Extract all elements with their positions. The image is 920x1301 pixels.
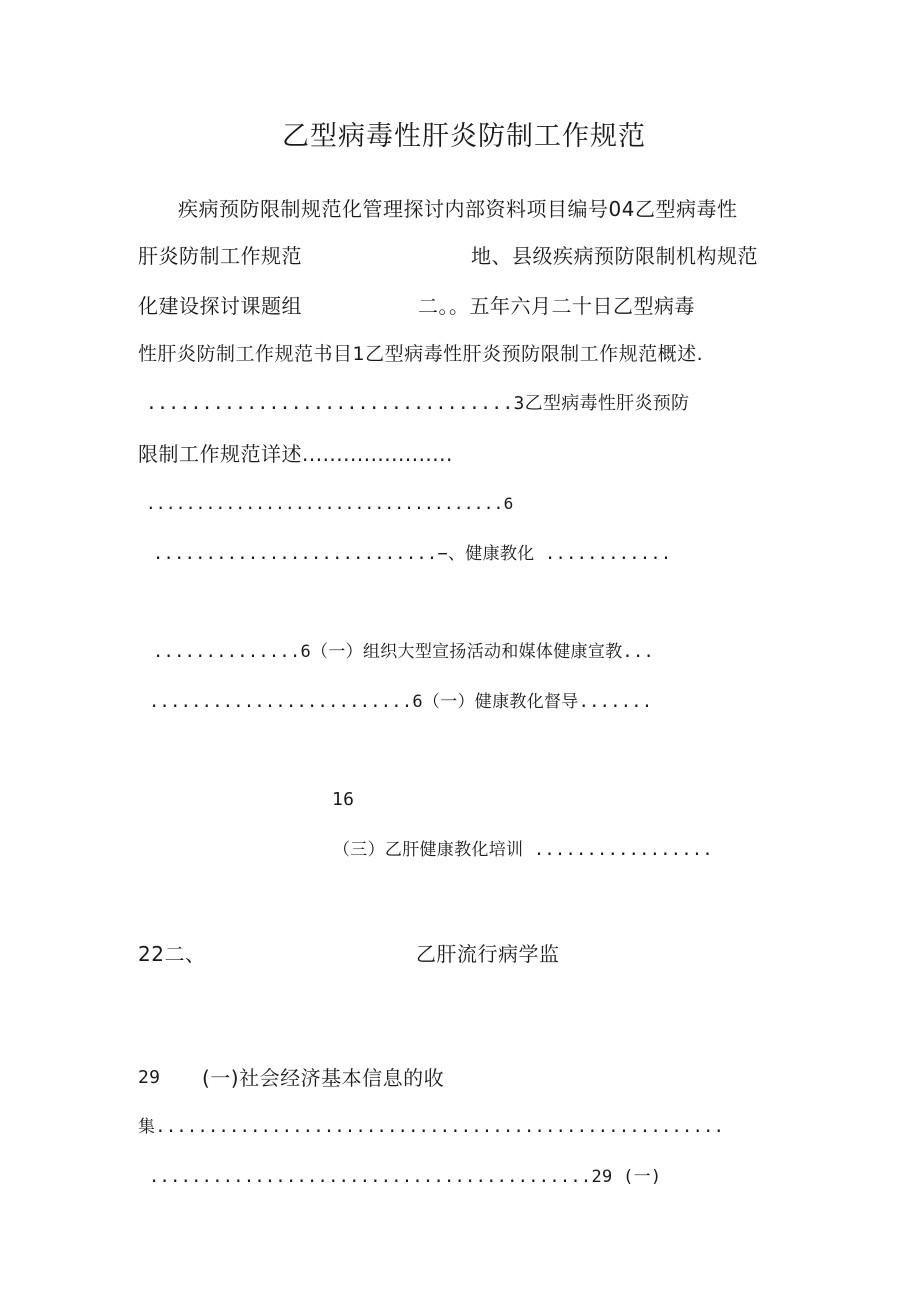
toc-line-4: ....................................6 (146, 494, 514, 513)
toc-line-collection: 集...................................................... (138, 1117, 725, 1137)
toc-page-number-29: 29 (138, 1067, 161, 1088)
toc-line-training: （三）乙肝健康教化培训 ................. (333, 840, 713, 860)
text-line-1: 疾病预防限制规范化管理探讨内部资料项目编号04乙型病毒性 (178, 197, 738, 221)
toc-line-organize-campaigns: ..............6（一）组织大型宣扬活动和媒体健康宣教... (153, 642, 655, 662)
toc-line-supervision: .........................6（一）健康教化督导....... (149, 692, 653, 712)
text-line-3b: 二。。五年六月二十日乙型病毒 (418, 294, 695, 318)
toc-line-3: 限制工作规范详述...................... (138, 442, 453, 466)
text-line-2a: 肝炎防制工作规范 (138, 244, 302, 268)
toc-line-epidemiology: 乙肝流行病学监 (416, 942, 560, 966)
document-title: 乙型病毒性肝炎防制工作规范 (282, 121, 646, 152)
toc-line-section-2-number: 22二、 (138, 942, 206, 966)
toc-line-last: ..........................................29 (一) (149, 1167, 662, 1187)
toc-page-number-16: 16 (332, 789, 355, 810)
toc-line-socioeconomic: (一)社会经济基本信息的收 (202, 1066, 445, 1090)
toc-line-2: .................................3乙型病毒性肝炎预防 (146, 393, 690, 414)
text-line-3a: 化建设探讨课题组 (138, 294, 302, 318)
toc-line-1: 性肝炎防制工作规范书目1乙型病毒性肝炎预防限制工作规范概述. (138, 343, 704, 365)
text-line-2b: 地、县级疾病预防限制机构规范 (471, 244, 758, 268)
toc-line-health-education: ...........................−、健康教化 ............ (153, 544, 672, 564)
